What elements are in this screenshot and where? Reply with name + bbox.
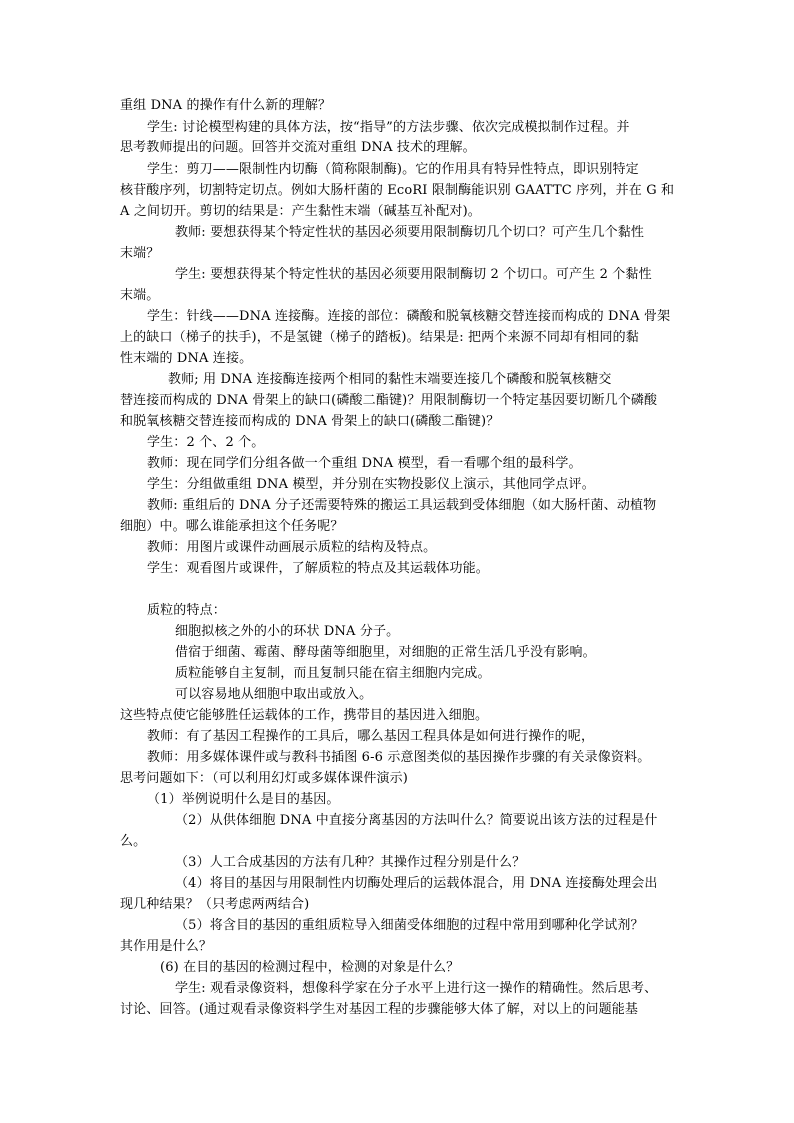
text-line: 细胞）中。哪么谁能承担这个任务呢？ [120, 519, 344, 534]
text-line: 学生：分组做重组 DNA 模型，并分别在实物投影仪上演示，其他同学点评。 [147, 477, 595, 492]
text-line: 学生：观看图片或课件，了解质粒的特点及其运载体功能。 [147, 561, 489, 576]
text-line: （4）将目的基因与用限制性内切酶处理后的运载体混合，用 DNA 连接酶处理会出 [175, 876, 658, 891]
text-line: (6) 在目的基因的检测过程中，检测的对象是什么？ [160, 960, 460, 975]
text-line: A 之间切开。剪切的结果是：产生黏性末端（碱基互补配对)。 [120, 204, 481, 219]
text-line: 可以容易地从细胞中取出或放入。 [175, 687, 373, 702]
text-line: 么。 [120, 834, 147, 849]
text-line: 教师; 用 DNA 连接酶连接两个相同的黏性末端要连接几个磷酸和脱氧核糖交 [168, 372, 612, 387]
text-line: 质粒的特点： [147, 603, 226, 618]
text-line: （2）从供体细胞 DNA 中直接分离基因的方法叫什么？简要说出该方法的过程是什 [175, 813, 658, 828]
text-line: 和脱氧核糖交替连接而构成的 DNA 骨架上的缺口(磷酸二酯键)？ [120, 414, 500, 429]
text-line: 思考问题如下：（可以利用幻灯或多媒体课件演示) [120, 771, 409, 786]
text-line: 教师: 要想获得某个特定性状的基因必须要用限制酶切几个切口？可产生几个黏性 [175, 225, 645, 240]
text-line: 性末端的 DNA 连接。 [120, 351, 253, 366]
text-line: 质粒能够自主复制，而且复制只能在宿主细胞内完成。 [175, 666, 491, 681]
text-line: （1）举例说明什么是目的基因。 [147, 792, 340, 807]
text-line: 教师：现在同学们分组各做一个重组 DNA 模型，看一看哪个组的最科学。 [147, 456, 582, 471]
text-line: 核苷酸序列，切割特定切点。例如大肠杆菌的 EcoRI 限制酶能识别 GAATTC 序列，并在 G 和 [120, 183, 675, 198]
text-line: 其作用是什么？ [120, 939, 213, 954]
text-line: 学生：剪刀——限制性内切酶（简称限制酶)。它的作用具有特异性特点，即识别特定 [147, 162, 639, 177]
text-line: 思考教师提出的问题。回答并交流对重组 DNA 技术的理解。 [120, 140, 476, 155]
text-line: 细胞拟核之外的小的环状 DNA 分子。 [175, 624, 400, 639]
text-line: 重组 DNA 的操作有什么新的理解？ [120, 98, 332, 113]
text-line: （5）将含目的基因的重组质粒导入细菌受体细胞的过程中常用到哪种化学试剂？ [175, 918, 644, 933]
text-line: 这些特点使它能够胜任运载体的工作，携带目的基因进入细胞。 [120, 708, 489, 723]
text-line: （3）人工合成基因的方法有几种？其操作过程分别是什么？ [175, 855, 526, 870]
text-line: 学生: 要想获得某个特定性状的基因必须要用限制酶切 2 个切口。可产生 2 个黏性 [175, 267, 652, 282]
text-line: 学生: 观看录像资料，想像科学家在分子水平上进行这一操作的精确性。然后思考、 [175, 981, 658, 996]
text-line: 现几种结果？（只考虑两两结合) [120, 897, 310, 912]
text-line: 末端。 [120, 288, 160, 303]
text-line: 末端？ [120, 246, 160, 261]
text-line: 替连接而构成的 DNA 骨架上的缺口(磷酸二酯键)？用限制酶切一个特定基因要切断几个磷酸 [120, 393, 658, 408]
text-line: 教师：用多媒体课件或与教科书插图 6-6 示意图类似的基因操作步骤的有关录像资料。 [147, 750, 651, 765]
text-line: 借宿于细菌、霉菌、酵母菌等细胞里，对细胞的正常生活几乎没有影响。 [175, 645, 596, 660]
text-line: 教师：用图片或课件动画展示质粒的结构及特点。 [147, 540, 437, 555]
text-line: 教师: 重组后的 DNA 分子还需要特殊的搬运工具运载到受体细胞（如大肠杆菌、动植物 [147, 498, 657, 513]
text-line: 教师：有了基因工程操作的工具后，哪么基因工程具体是如何进行操作的呢， [147, 729, 595, 744]
text-line: 上的缺口（梯子的扶手)，不是氢键（梯子的踏板)。结果是: 把两个来源不同却有相同的黏 [120, 330, 639, 345]
text-line: 学生：2 个、2 个。 [147, 435, 265, 450]
text-line: 学生: 讨论模型构建的具体方法，按“指导”的方法步骤、依次完成模拟制作过程。并 [147, 120, 630, 135]
text-line: 学生：针线——DNA 连接酶。连接的部位：磷酸和脱氧核糖交替连接而构成的 DNA 骨架 [147, 309, 671, 324]
text-line: 讨论、回答。(通过观看录像资料学生对基因工程的步骤能够大体了解，对以上的问题能基 [120, 1002, 639, 1017]
